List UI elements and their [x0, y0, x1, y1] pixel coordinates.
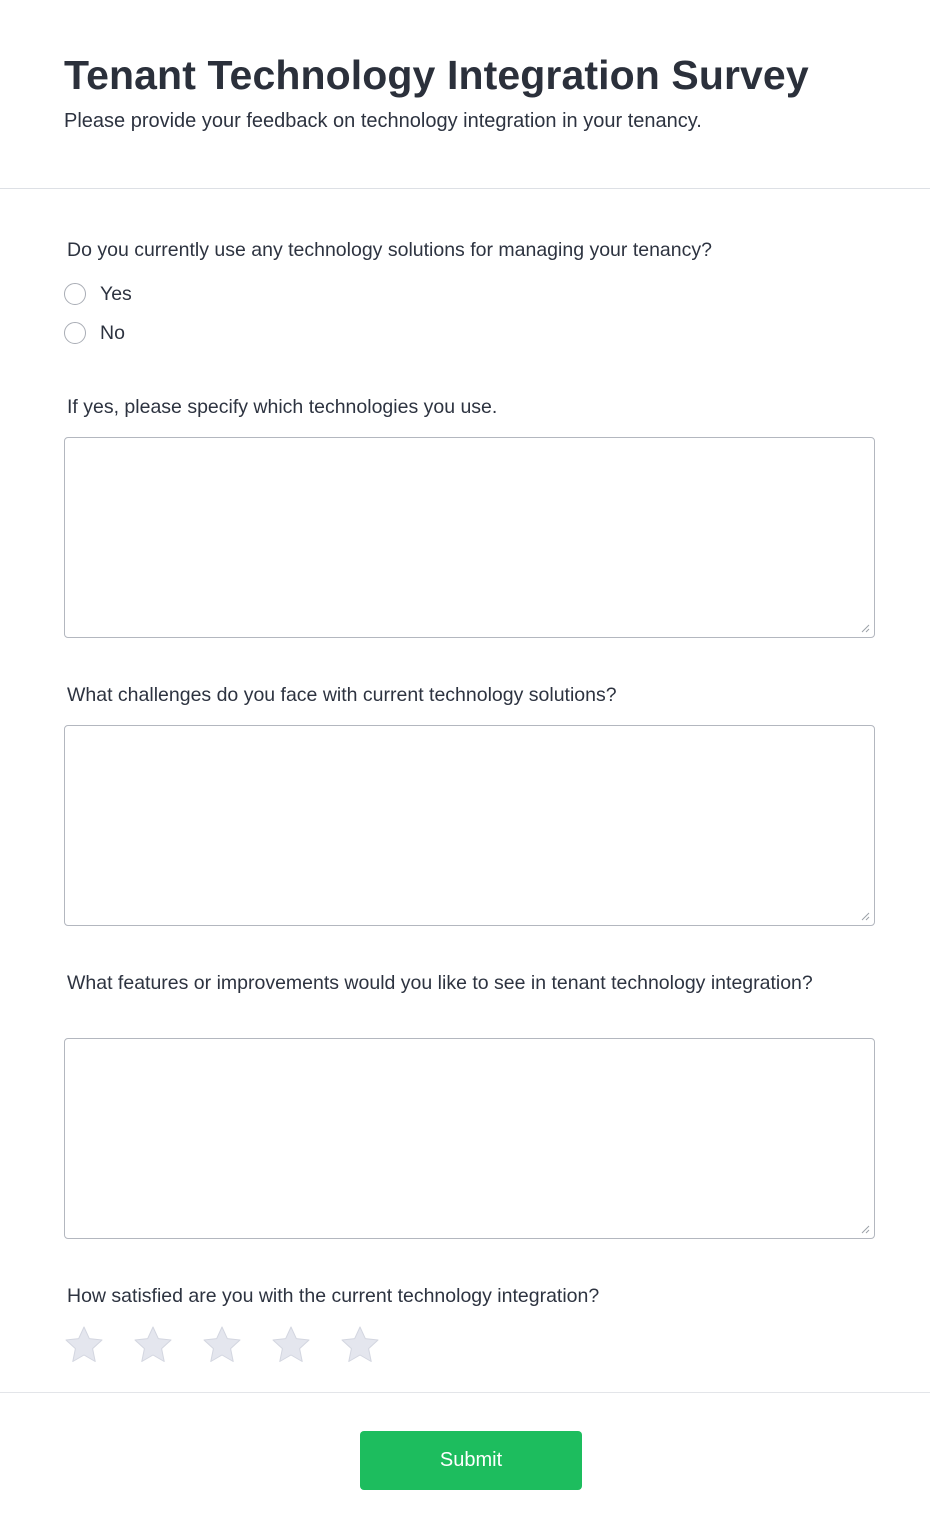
star-icon[interactable]: [133, 1325, 173, 1365]
challenges-textarea[interactable]: [64, 725, 875, 926]
question-challenges: What challenges do you face with current technology solutions?: [67, 684, 617, 706]
page-title: Tenant Technology Integration Survey: [64, 52, 809, 98]
resize-handle-icon[interactable]: [861, 912, 870, 921]
page-subtitle: Please provide your feedback on technology integration in your tenancy.: [64, 110, 702, 132]
radio-option-no[interactable]: [64, 320, 125, 346]
star-icon[interactable]: [271, 1325, 311, 1365]
survey-header: [0, 0, 930, 189]
improvements-textarea[interactable]: [64, 1038, 875, 1239]
radio-label-no: No: [100, 321, 125, 344]
radio-label-yes: Yes: [100, 282, 132, 305]
star-icon[interactable]: [202, 1325, 242, 1365]
star-icon[interactable]: [64, 1325, 104, 1365]
radio-option-yes[interactable]: [64, 281, 132, 307]
technologies-used-textarea[interactable]: [64, 437, 875, 638]
satisfaction-rating[interactable]: [64, 1325, 409, 1365]
footer-divider: [0, 1392, 930, 1393]
question-satisfaction: How satisfied are you with the current technology integration?: [67, 1285, 600, 1307]
question-uses-technology: Do you currently use any technology solutions for managing your tenancy?: [67, 239, 712, 261]
radio-button-yes[interactable]: [64, 283, 86, 305]
radio-button-no[interactable]: [64, 322, 86, 344]
resize-handle-icon[interactable]: [861, 1225, 870, 1234]
question-improvements: What features or improvements would you like to see in tenant technology integration?: [67, 972, 813, 994]
submit-button[interactable]: Submit: [360, 1431, 582, 1490]
star-icon[interactable]: [340, 1325, 380, 1365]
resize-handle-icon[interactable]: [861, 624, 870, 633]
question-technologies-used: If yes, please specify which technologies you use.: [67, 396, 498, 418]
